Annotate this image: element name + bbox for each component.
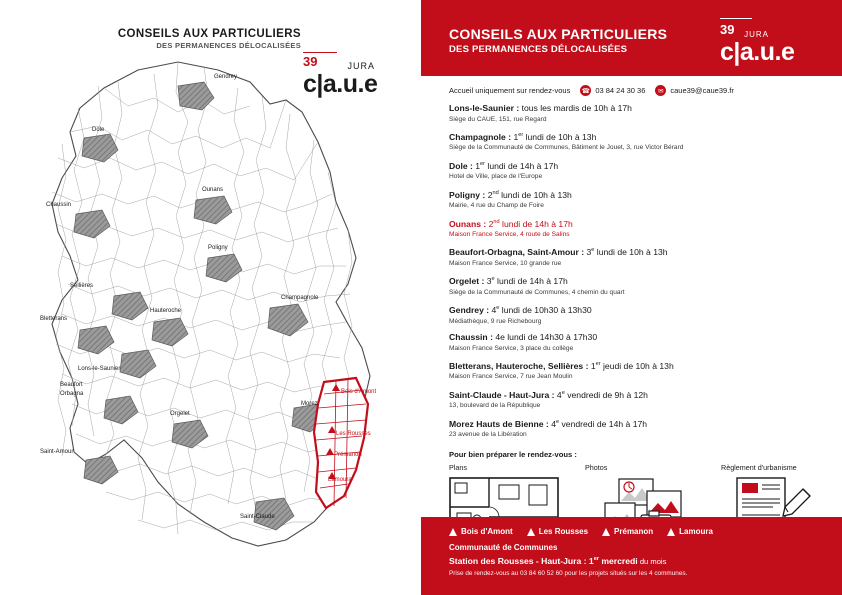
map-label-orgelet: Orgelet xyxy=(170,411,190,417)
footer-commune-item xyxy=(449,527,513,536)
perm-when-pre: 3 xyxy=(486,276,492,287)
footer-station-when-light: du mois xyxy=(637,556,667,566)
right-panel xyxy=(421,0,842,595)
perm-when-pre: 4 xyxy=(551,418,556,429)
envelope-icon: ✉ xyxy=(655,85,666,96)
map-label-gendrey: Gendrey xyxy=(214,74,238,80)
perm-when-sup: er xyxy=(518,132,524,138)
contact-label: Accueil uniquement sur rendez-vous xyxy=(449,86,571,95)
perm-title: Bletterans, Hauteroche, Sellières : xyxy=(449,360,589,371)
perm-title: Gendrey : xyxy=(449,305,490,316)
perm-title: Saint-Claude - Haut-Jura : xyxy=(449,389,555,400)
perm-when-pre: 4e lundi de 14h30 à 17h30 xyxy=(495,332,598,343)
map-label-beaufort: Beaufort xyxy=(60,382,83,388)
right-subtitle: DES PERMANENCES DÉLOCALISÉES xyxy=(449,44,628,55)
perm-address: Médiathèque, 9 rue Richebourg xyxy=(449,317,542,325)
jura-department-map xyxy=(18,52,408,572)
perm-when-sup: e xyxy=(491,276,495,283)
right-title: CONSEILS AUX PARTICULIERS xyxy=(449,26,668,42)
perm-address: 13, boulevard de la République xyxy=(449,402,541,410)
perm-address: Maison France Service, 7 rue Jean Moulin xyxy=(449,373,573,381)
logo-jura-text: JURA xyxy=(347,61,375,71)
map-label-poligny: Poligny xyxy=(208,245,228,251)
perm-when: tous les mardis de 10h à 17h xyxy=(521,103,632,113)
footer-banner xyxy=(421,517,842,595)
perm-when-post: lundi de 14h à 17h xyxy=(499,218,573,229)
permanence-chaussin xyxy=(449,332,814,353)
perm-when-pre: 1 xyxy=(475,160,481,171)
map-label-lons-le-saunier: Lons-le-Saunier xyxy=(78,366,121,372)
permanence-beaufort-orbagna-saint-amour xyxy=(449,245,814,267)
permanence-ounans xyxy=(449,217,814,239)
permanence-bletterans-hauteroche-sellieres xyxy=(449,359,814,381)
footer-communes xyxy=(449,527,814,536)
left-subtitle: DES PERMANENCES DÉLOCALISÉES xyxy=(156,41,301,50)
perm-when-post: lundi de 14h à 17h xyxy=(485,160,559,171)
perm-when-post: vendredi de 14h à 17h xyxy=(559,418,648,429)
prepare-caption: Plans xyxy=(449,462,467,472)
phone-contact[interactable] xyxy=(580,85,645,96)
email-contact[interactable] xyxy=(655,85,734,96)
right-header xyxy=(421,0,842,76)
map-label-chaussin: Chaussin xyxy=(46,202,72,208)
logo-light-caue-text: c|a.u.e xyxy=(720,38,795,66)
footer-commune-item xyxy=(602,527,653,536)
footer-station-when-post: mercredi xyxy=(599,555,638,566)
permanence-lons-le-saunier xyxy=(449,103,814,124)
perm-address: Hotel de Ville, place de l'Europe xyxy=(449,173,543,181)
map-label-dole: Dole xyxy=(92,127,105,133)
footer-commune-item xyxy=(527,527,588,536)
email-address: caue39@caue39.fr xyxy=(670,86,734,95)
perm-when-sup: er xyxy=(595,361,601,368)
logo-caue-text: c|a.u.e xyxy=(303,70,378,98)
perm-address: Maison France Service, 3 place du collège xyxy=(449,344,574,352)
perm-title: Dole : xyxy=(449,160,473,171)
perm-title: Chaussin : xyxy=(449,332,493,343)
perm-when-sup: e xyxy=(561,389,565,396)
caue-logo-light xyxy=(720,18,820,65)
perm-when-pre: 4 xyxy=(491,305,497,316)
perm-when-sup: nd xyxy=(492,189,499,196)
permanence-saint-claude-haut-jura xyxy=(449,388,814,410)
footer-commune-item xyxy=(667,527,713,536)
triangle-icon xyxy=(449,528,457,536)
perm-when-pre: 1 xyxy=(590,360,596,371)
footer-commune-label: Bois d'Amont xyxy=(461,527,513,536)
perm-when-pre: 2 xyxy=(488,218,494,229)
footer-commune-label: Prémanon xyxy=(614,527,654,536)
map-label-morez: Morez xyxy=(301,401,318,407)
map-label-bois-damont: Bois d'Amont xyxy=(341,389,377,395)
permanence-gendrey xyxy=(449,303,814,325)
permanence-morez-hauts-de-bienne xyxy=(449,417,814,439)
footer-cc-label: Communauté de Communes xyxy=(449,543,558,552)
perm-when-post: lundi de 10h à 13h xyxy=(594,247,668,258)
perm-address: Maison France Service, 10 grande rue xyxy=(449,259,562,267)
perm-when-pre: 3 xyxy=(586,247,592,258)
logo-light-jura-text: JURA xyxy=(744,30,769,39)
perm-when-pre: 1 xyxy=(513,131,519,142)
footer-station-when-sup: er xyxy=(593,556,599,562)
perm-when-post: lundi de 14h à 17h xyxy=(494,276,568,287)
triangle-icon xyxy=(602,528,610,536)
perm-when-sup: e xyxy=(496,305,500,312)
prepare-title: Pour bien préparer le rendez-vous : xyxy=(449,449,577,459)
map-label-champagnole: Champagnole xyxy=(281,295,319,301)
map-label-sellieres: Sellières xyxy=(70,283,94,289)
map-label-premanon: Prémanon xyxy=(334,452,362,458)
footer-station-when-pre: 1 xyxy=(588,555,594,566)
perm-title: Orgelet : xyxy=(449,276,485,287)
perm-when-pre: 4 xyxy=(556,389,562,400)
map-label-saint-claude: Saint-Claude xyxy=(240,514,275,520)
footer-station-line xyxy=(449,553,814,568)
perm-title: Beaufort-Orbagna, Saint-Amour : xyxy=(449,247,585,258)
map-label-saint-amour: Saint-Amour xyxy=(40,449,74,455)
map-label-orbagna: Orbagna xyxy=(60,391,84,397)
contact-bar xyxy=(421,76,842,103)
perm-when-post: vendredi de 9h à 12h xyxy=(564,389,648,400)
perm-title: Champagnole : xyxy=(449,131,512,142)
perm-address: Siège du CAUE, 151, rue Regard xyxy=(449,115,547,123)
footer-station-name: Station des Rousses - Haut-Jura : xyxy=(449,555,587,566)
permanence-champagnole xyxy=(449,130,814,152)
permanences-list xyxy=(421,103,842,439)
perm-when-sup: nd xyxy=(493,218,500,225)
phone-icon: ☎ xyxy=(580,85,591,96)
perm-address: Siège de la Communauté de Communes, Bâtiment le Jouet, 3, rue Victor Bérard xyxy=(449,144,684,152)
prepare-caption: Photos xyxy=(585,462,608,472)
perm-when-sup: er xyxy=(480,160,486,167)
perm-address: Siège de la Communauté de Communes, 4 chemin du quart xyxy=(449,288,625,296)
perm-when-sup: e xyxy=(591,247,595,254)
footer-note: Prise de rendez-vous au 03 84 60 52 60 pour les projets situés sur les 4 communes. xyxy=(449,569,688,577)
footer-commune-label: Les Rousses xyxy=(538,527,589,536)
perm-title: Morez Hauts de Bienne : xyxy=(449,418,549,429)
perm-when-pre: 2 xyxy=(487,189,493,200)
logo-light-dept-number: 39 xyxy=(720,22,735,37)
footer-commune-label: Lamoura xyxy=(679,527,713,536)
perm-address: Maison France Service, 4 route de Salins xyxy=(449,230,570,238)
perm-when-post: lundi de 10h30 à 13h30 xyxy=(499,305,592,316)
perm-when-post: lundi de 10h à 13h xyxy=(498,189,572,200)
map-label-bletterans: Bletterans xyxy=(40,316,68,322)
left-title: CONSEILS AUX PARTICULIERS xyxy=(117,28,301,40)
permanence-orgelet xyxy=(449,274,814,296)
perm-address: Mairie, 4 rue du Champ de Foire xyxy=(449,202,544,210)
perm-when-post: lundi de 10h à 13h xyxy=(523,131,597,142)
perm-title: Ounans : xyxy=(449,218,487,229)
triangle-icon xyxy=(667,528,675,536)
permanence-dole xyxy=(449,159,814,181)
perm-title: Poligny : xyxy=(449,189,486,200)
perm-title: Lons-le-Saunier : xyxy=(449,103,520,113)
map-label-ounans: Ounans xyxy=(202,187,224,193)
map-svg xyxy=(18,52,408,572)
perm-address: 23 avenue de la Libération xyxy=(449,431,527,439)
map-label-hauteroche: Hauteroche xyxy=(150,308,182,314)
logo-dept-number: 39 xyxy=(303,54,318,69)
prepare-caption: Règlement d'urbanisme xyxy=(721,462,797,472)
perm-when-sup: e xyxy=(555,418,560,425)
phone-number: 03 84 24 30 36 xyxy=(595,86,646,95)
map-label-lamoura: Lamoura xyxy=(328,477,352,483)
triangle-icon xyxy=(527,528,535,536)
perm-when-post: jeudi de 10h à 13h xyxy=(600,360,674,371)
permanence-poligny xyxy=(449,188,814,210)
map-label-les-rousses: Les Rousses xyxy=(336,431,371,437)
left-header xyxy=(71,28,301,50)
